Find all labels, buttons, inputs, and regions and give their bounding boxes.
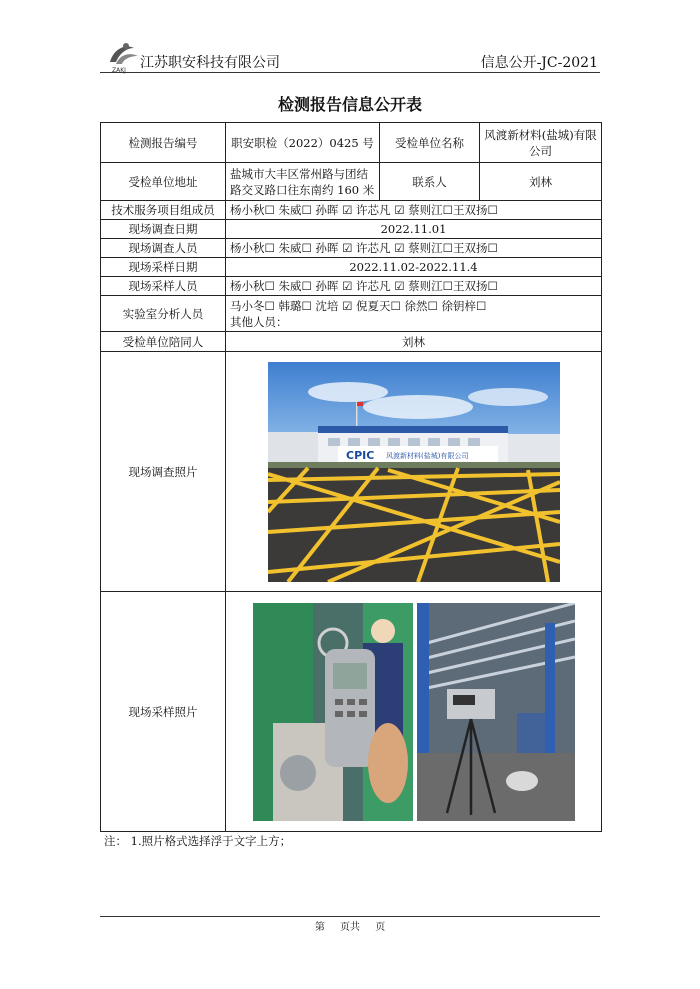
company-name: 江苏职安科技有限公司 (140, 55, 280, 71)
survey-staff-value: 杨小秋☐ 朱威☐ 孙晖 ☑ 许芯凡 ☑ 蔡则江☐王双扬☐ (226, 239, 602, 258)
sample-date-label: 现场采样日期 (101, 258, 226, 277)
survey-photo (268, 362, 560, 582)
report-no-label: 检测报告编号 (101, 123, 226, 163)
company-logo (104, 38, 142, 74)
escort-value: 刘林 (226, 332, 602, 352)
lab-value (226, 296, 602, 332)
survey-photo-label: 现场调查照片 (101, 352, 226, 592)
survey-date-value: 2022.11.01 (226, 220, 602, 239)
unit-name-value: 风渡新材料(盐城)有限公司 (480, 123, 602, 163)
survey-date-label: 现场调查日期 (101, 220, 226, 239)
team-label: 技术服务项目组成员 (101, 201, 226, 220)
sign-brand: CPIC (345, 448, 374, 462)
contact-label: 联系人 (380, 163, 480, 201)
footer-pages: 页 (375, 922, 386, 933)
team-value: 杨小秋☐ 朱威☐ 孙晖 ☑ 许芯凡 ☑ 蔡则江☐王双扬☐ (226, 201, 602, 220)
sample-photo-label: 现场采样照片 (101, 592, 226, 832)
survey-staff-label: 现场调查人员 (101, 239, 226, 258)
footer-of: 页共 (340, 922, 360, 933)
sample-date-value: 2022.11.02-2022.11.4 (226, 258, 602, 277)
address-label: 受检单位地址 (101, 163, 226, 201)
footer-page: 第 (314, 922, 325, 933)
sign-company: 风渡新材料(盐城)有限公司 (385, 451, 468, 460)
footnote: 注： 1.照片格式选择浮于文字上方； (104, 834, 292, 848)
page-header (100, 38, 600, 74)
sample-photo-right (417, 603, 575, 821)
sample-photo-left (253, 603, 413, 821)
lab-label: 实验室分析人员 (101, 296, 226, 332)
unit-name-label: 受检单位名称 (380, 123, 480, 163)
contact-value: 刘林 (480, 163, 602, 201)
address-value: 盐城市大丰区常州路与团结路交叉路口往东南约 160 米 (226, 163, 380, 201)
lab-value-line1: 马小冬☐ 韩璐☐ 沈培 ☑ 倪夏天☐ 徐然☐ 徐钥梓☐ (230, 298, 487, 313)
sample-staff-label: 现场采样人员 (101, 277, 226, 296)
logo-text: ZAKJ (112, 67, 126, 74)
page-footer (0, 918, 700, 933)
escort-label: 受检单位陪同人 (101, 332, 226, 352)
page-title: 检测报告信息公开表 (277, 95, 422, 114)
lab-value-line2: 其他人员： (230, 314, 288, 329)
survey-photo-cell (226, 352, 602, 592)
document-code: 信息公开-JC-2021 (480, 55, 598, 71)
footer-rule (100, 916, 600, 917)
header-rule (100, 72, 600, 73)
sample-staff-value: 杨小秋☐ 朱威☐ 孙晖 ☑ 许芯凡 ☑ 蔡则江☐王双扬☐ (226, 277, 602, 296)
info-table (100, 122, 602, 832)
sample-photo-cell (226, 592, 602, 832)
report-no-value: 职安职检（2022）0425 号 (226, 123, 380, 163)
sample-photos (253, 603, 575, 821)
